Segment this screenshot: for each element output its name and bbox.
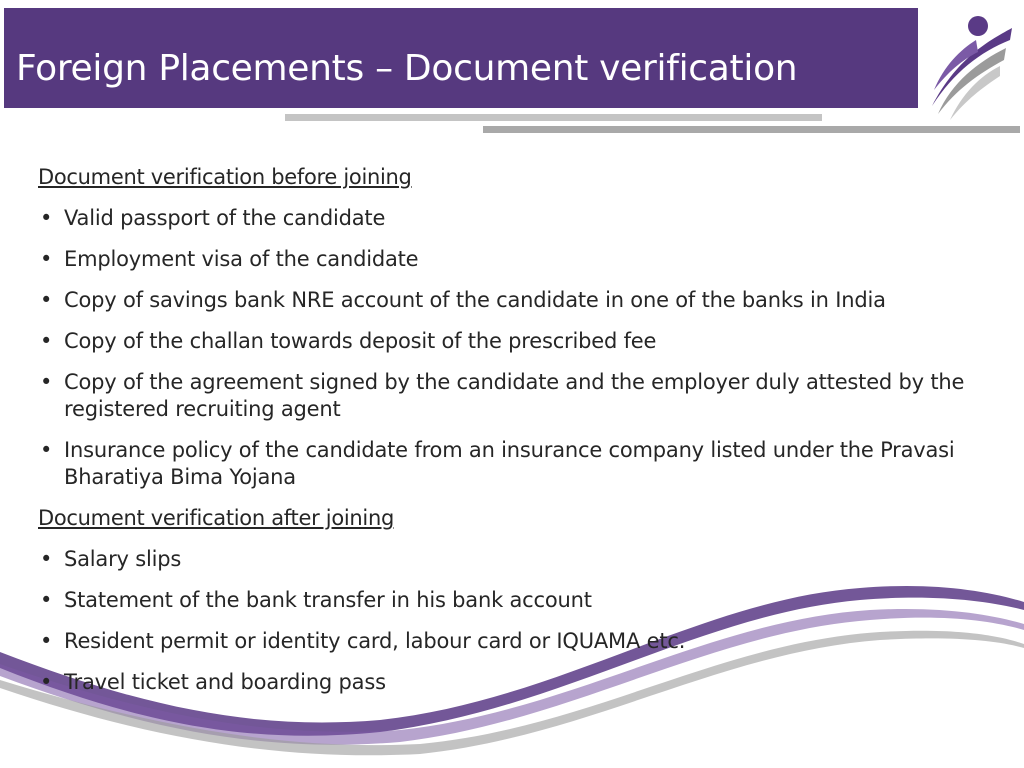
list-item: • Insurance policy of the candidate from an insurance company listed under the Pravasi Bharatiya Bima Yojana — [38, 437, 1018, 491]
decorative-rule-bottom — [483, 126, 1020, 133]
list-item: • Copy of savings bank NRE account of the candidate in one of the banks in India — [38, 287, 1018, 314]
person-swoosh-logo-icon — [916, 10, 1016, 122]
slide-content — [38, 160, 1018, 696]
list-item: • Valid passport of the candidate — [38, 205, 1018, 232]
list-item: • Travel ticket and boarding pass — [38, 669, 1018, 696]
after-joining-list — [38, 546, 1018, 696]
section-heading-after-joining: Document verification after joining — [38, 506, 394, 530]
list-item: • Resident permit or identity card, labour card or IQUAMA etc. — [38, 628, 1018, 655]
list-item: • Salary slips — [38, 546, 1018, 573]
list-item: • Copy of the agreement signed by the candidate and the employer duly attested by the registered recruiting agent — [38, 369, 1018, 423]
list-item: • Copy of the challan towards deposit of the prescribed fee — [38, 328, 1018, 355]
list-item: • Employment visa of the candidate — [38, 246, 1018, 273]
decorative-rule-top — [285, 114, 822, 121]
slide-title: Foreign Placements – Document verification — [16, 48, 798, 89]
section-heading-before-joining: Document verification before joining — [38, 165, 412, 189]
title-bar — [4, 8, 918, 108]
before-joining-list — [38, 205, 1018, 491]
list-item: • Statement of the bank transfer in his bank account — [38, 587, 1018, 614]
